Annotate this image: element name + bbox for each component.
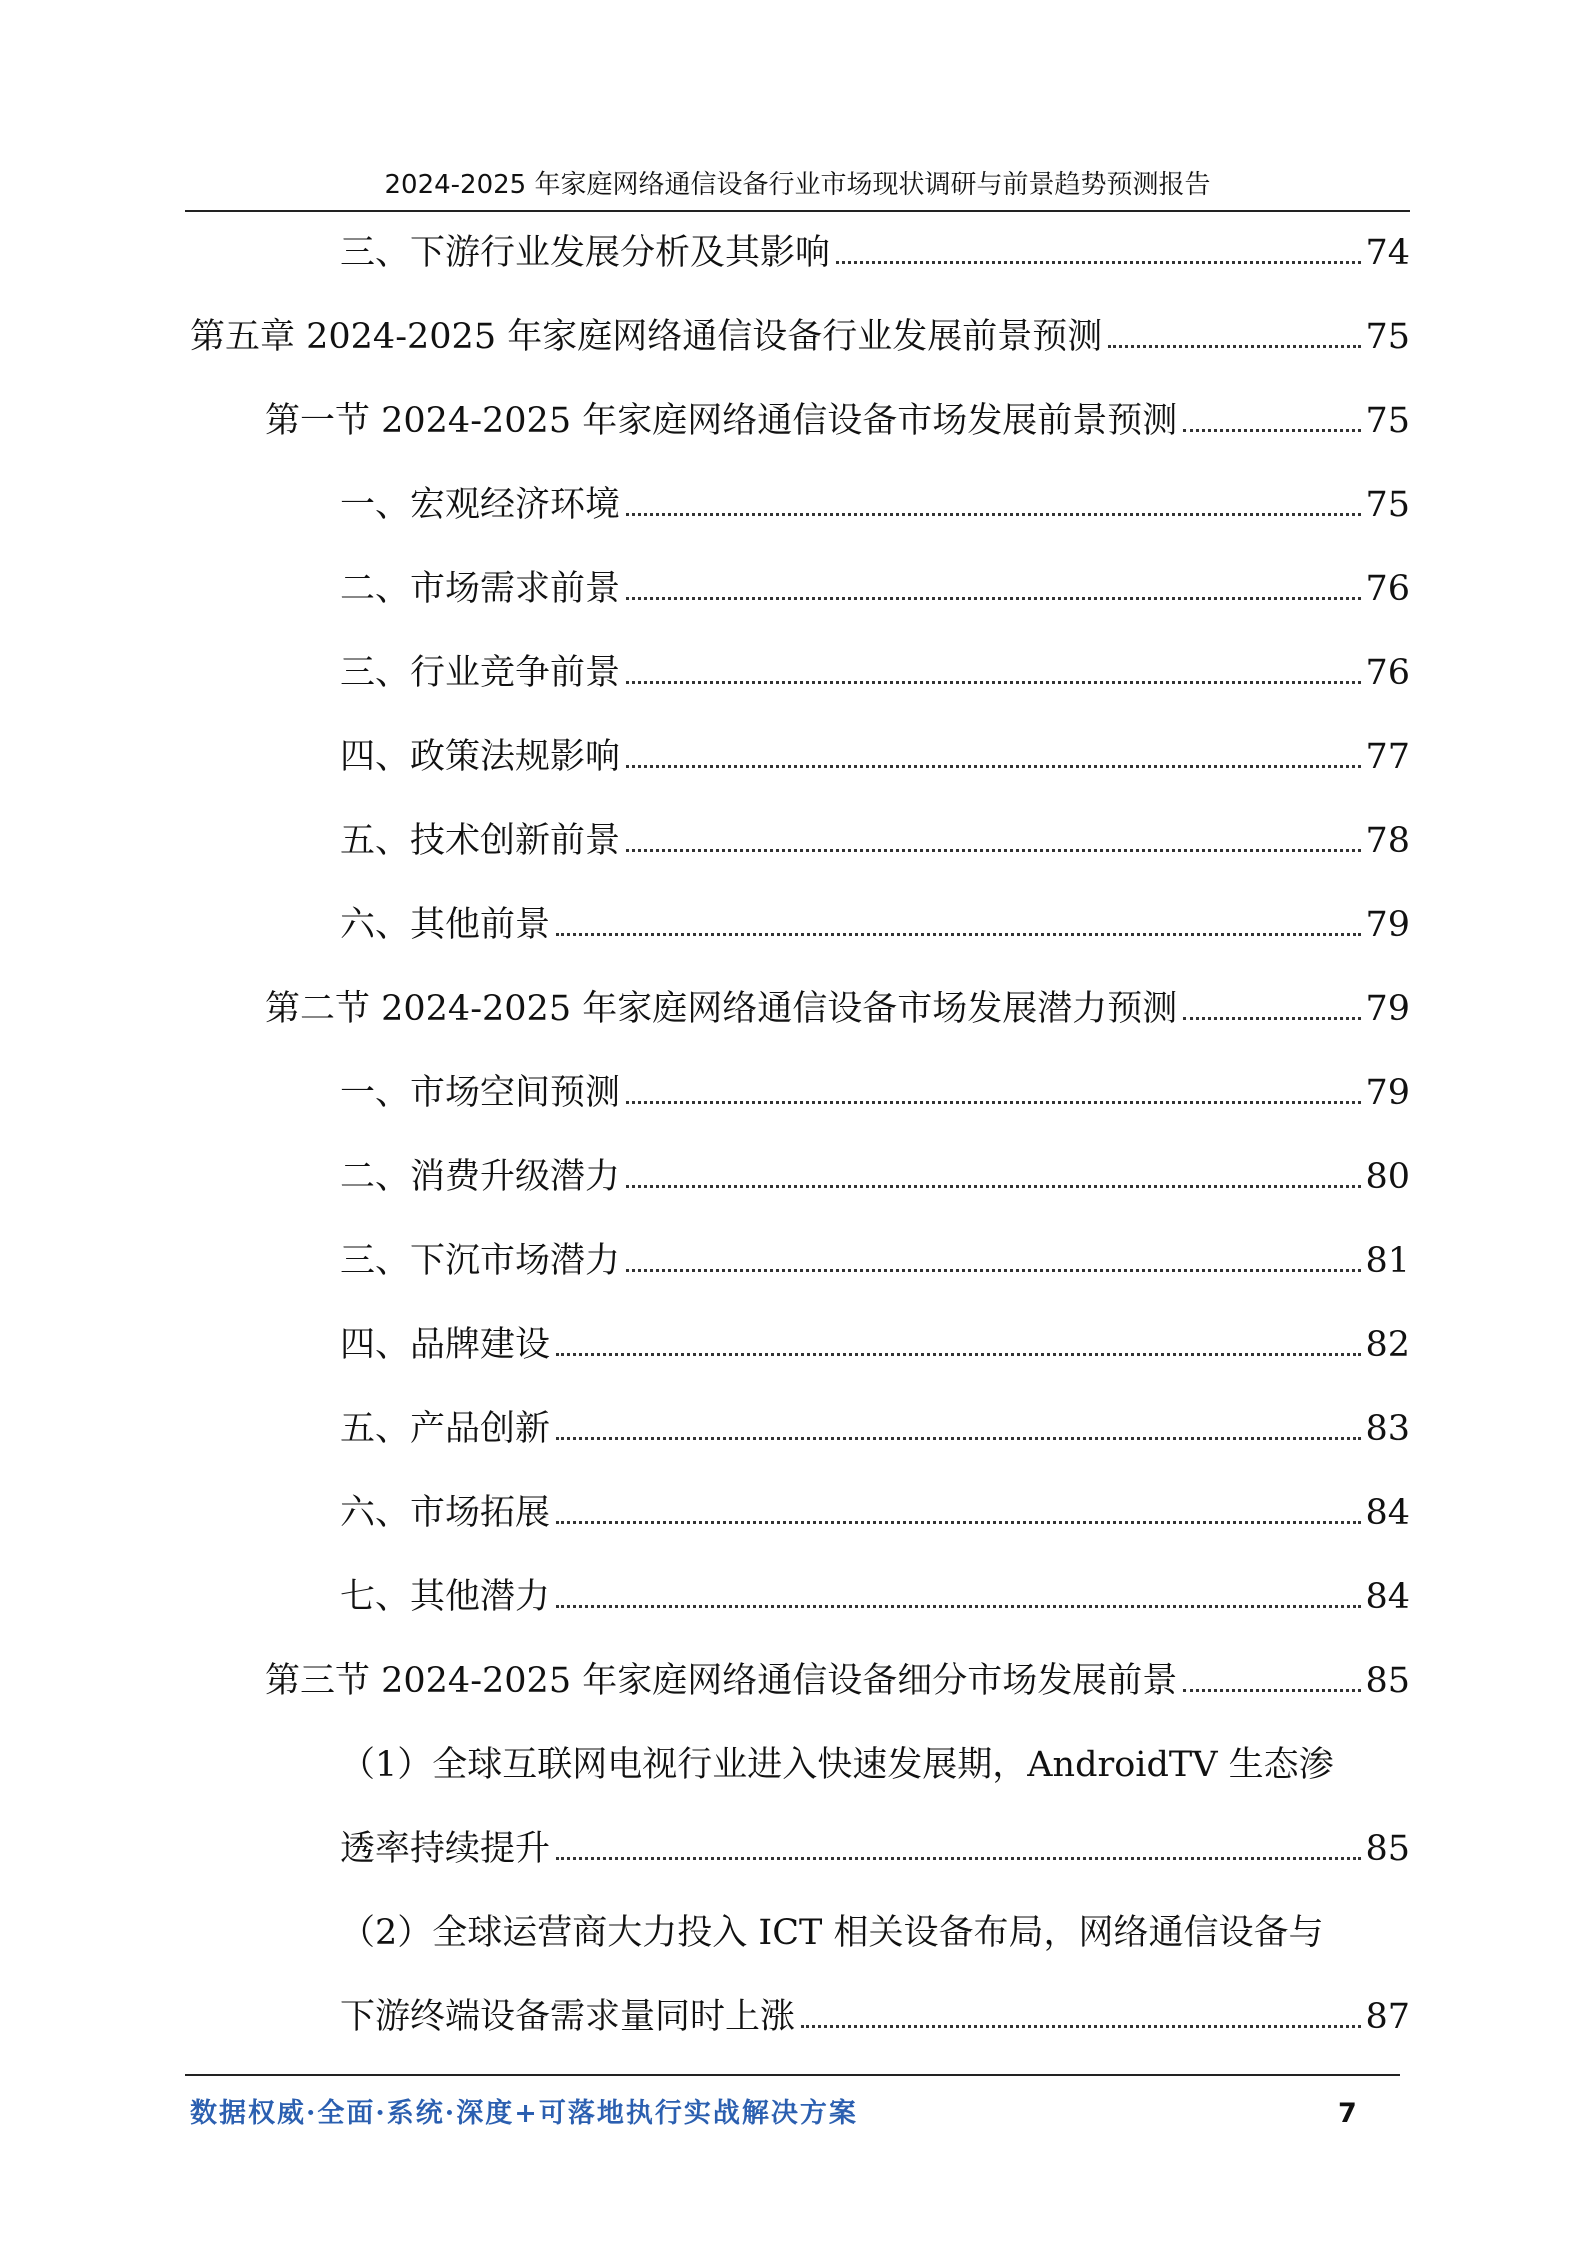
toc-entry-page: 78 bbox=[1365, 821, 1410, 861]
dot-leader bbox=[556, 1857, 1361, 1860]
toc-entry-page: 84 bbox=[1365, 1493, 1410, 1533]
dot-leader bbox=[801, 2025, 1361, 2028]
dot-leader bbox=[556, 933, 1361, 936]
toc-entry[interactable] bbox=[340, 1320, 1410, 1370]
dot-leader bbox=[626, 597, 1361, 600]
toc-entry-page: 81 bbox=[1365, 1241, 1410, 1281]
toc-entry-page: 76 bbox=[1365, 653, 1410, 693]
toc-entry[interactable] bbox=[340, 648, 1410, 698]
toc-wrapped-entry-line1[interactable]: （2）全球运营商大力投入 ICT 相关设备布局，网络通信设备与 bbox=[340, 1913, 1324, 1953]
toc-entry-page: 83 bbox=[1365, 1409, 1410, 1449]
toc-entry-page: 87 bbox=[1365, 1997, 1410, 2037]
toc-entry-page: 79 bbox=[1365, 989, 1410, 1029]
toc-entry-page: 84 bbox=[1365, 1577, 1410, 1617]
toc-entry-page: 75 bbox=[1365, 485, 1410, 525]
toc-entry[interactable] bbox=[340, 1824, 1410, 1874]
toc-entry-title: 七、其他潜力 bbox=[340, 1577, 551, 1617]
toc-entry-title: 下游终端设备需求量同时上涨 bbox=[340, 1997, 796, 2037]
dot-leader bbox=[626, 681, 1361, 684]
toc-entry[interactable] bbox=[340, 1236, 1410, 1286]
toc-entry[interactable] bbox=[340, 228, 1410, 278]
toc-entry[interactable] bbox=[340, 480, 1410, 530]
toc-entry-title: 三、下沉市场潜力 bbox=[340, 1241, 621, 1281]
toc-entry-title: 五、技术创新前景 bbox=[340, 821, 621, 861]
dot-leader bbox=[556, 1353, 1361, 1356]
toc-entry-title: 第五章 2024-2025 年家庭网络通信设备行业发展前景预测 bbox=[190, 317, 1103, 357]
toc-entry-page: 77 bbox=[1365, 737, 1410, 777]
dot-leader bbox=[626, 513, 1361, 516]
toc-entry-title: 一、宏观经济环境 bbox=[340, 485, 621, 525]
toc-entry-title: 四、政策法规影响 bbox=[340, 737, 621, 777]
toc-entry-page: 75 bbox=[1365, 317, 1410, 357]
toc-entry[interactable] bbox=[340, 1992, 1410, 2042]
dot-leader bbox=[626, 765, 1361, 768]
toc-wrapped-entry-line1[interactable]: （1）全球互联网电视行业进入快速发展期，AndroidTV 生态渗 bbox=[340, 1745, 1334, 1785]
toc-entry-page: 75 bbox=[1365, 401, 1410, 441]
dot-leader bbox=[626, 1185, 1361, 1188]
toc-entry[interactable] bbox=[340, 564, 1410, 614]
toc-entry[interactable] bbox=[190, 312, 1410, 362]
toc-entry-title: 六、市场拓展 bbox=[340, 1493, 551, 1533]
toc-entry-title: 三、行业竞争前景 bbox=[340, 653, 621, 693]
dot-leader bbox=[836, 261, 1361, 264]
toc-entry-page: 85 bbox=[1365, 1829, 1410, 1869]
toc-entry-title: 五、产品创新 bbox=[340, 1409, 551, 1449]
toc-entry-page: 74 bbox=[1365, 233, 1410, 273]
toc-entry-page: 79 bbox=[1365, 905, 1410, 945]
toc-entry-title: 第三节 2024-2025 年家庭网络通信设备细分市场发展前景 bbox=[265, 1661, 1178, 1701]
dot-leader bbox=[1183, 429, 1361, 432]
toc-entry-title: 第二节 2024-2025 年家庭网络通信设备市场发展潜力预测 bbox=[265, 989, 1178, 1029]
toc-entry[interactable] bbox=[340, 1068, 1410, 1118]
dot-leader bbox=[556, 1437, 1361, 1440]
footer-slogan: 数据权威·全面·系统·深度+可落地执行实战解决方案 bbox=[190, 2098, 858, 2129]
toc-entry[interactable] bbox=[340, 1572, 1410, 1622]
page-number: 7 bbox=[1338, 2098, 1357, 2129]
toc-entry-title: 第一节 2024-2025 年家庭网络通信设备市场发展前景预测 bbox=[265, 401, 1178, 441]
dot-leader bbox=[626, 1269, 1361, 1272]
dot-leader bbox=[1108, 345, 1361, 348]
dot-leader bbox=[556, 1605, 1361, 1608]
toc-entry[interactable] bbox=[340, 1488, 1410, 1538]
toc-entry-page: 82 bbox=[1365, 1325, 1410, 1365]
dot-leader bbox=[626, 1101, 1361, 1104]
toc-entry-title: 透率持续提升 bbox=[340, 1829, 551, 1869]
toc-entry-title: 三、下游行业发展分析及其影响 bbox=[340, 233, 831, 273]
toc-entry[interactable] bbox=[340, 816, 1410, 866]
toc-entry[interactable] bbox=[265, 396, 1410, 446]
toc-entry[interactable] bbox=[340, 1404, 1410, 1454]
toc-entry-title: 四、品牌建设 bbox=[340, 1325, 551, 1365]
dot-leader bbox=[556, 1521, 1361, 1524]
toc-entry-title: 二、市场需求前景 bbox=[340, 569, 621, 609]
toc-entry-page: 80 bbox=[1365, 1157, 1410, 1197]
page-header-title: 2024-2025 年家庭网络通信设备行业市场现状调研与前景趋势预测报告 bbox=[384, 170, 1211, 200]
toc-entry-page: 79 bbox=[1365, 1073, 1410, 1113]
toc-entry[interactable] bbox=[265, 1656, 1410, 1706]
dot-leader bbox=[626, 849, 1361, 852]
toc-entry-page: 85 bbox=[1365, 1661, 1410, 1701]
toc-entry-page: 76 bbox=[1365, 569, 1410, 609]
toc-entry[interactable] bbox=[265, 984, 1410, 1034]
toc-entry[interactable] bbox=[340, 732, 1410, 782]
toc-entry-title: 一、市场空间预测 bbox=[340, 1073, 621, 1113]
footer-divider bbox=[185, 2074, 1400, 2076]
toc-entry[interactable] bbox=[340, 1152, 1410, 1202]
toc-entry[interactable] bbox=[340, 900, 1410, 950]
toc-entry-title: 六、其他前景 bbox=[340, 905, 551, 945]
toc-entry-title: 二、消费升级潜力 bbox=[340, 1157, 621, 1197]
dot-leader bbox=[1183, 1689, 1361, 1692]
dot-leader bbox=[1183, 1017, 1361, 1020]
